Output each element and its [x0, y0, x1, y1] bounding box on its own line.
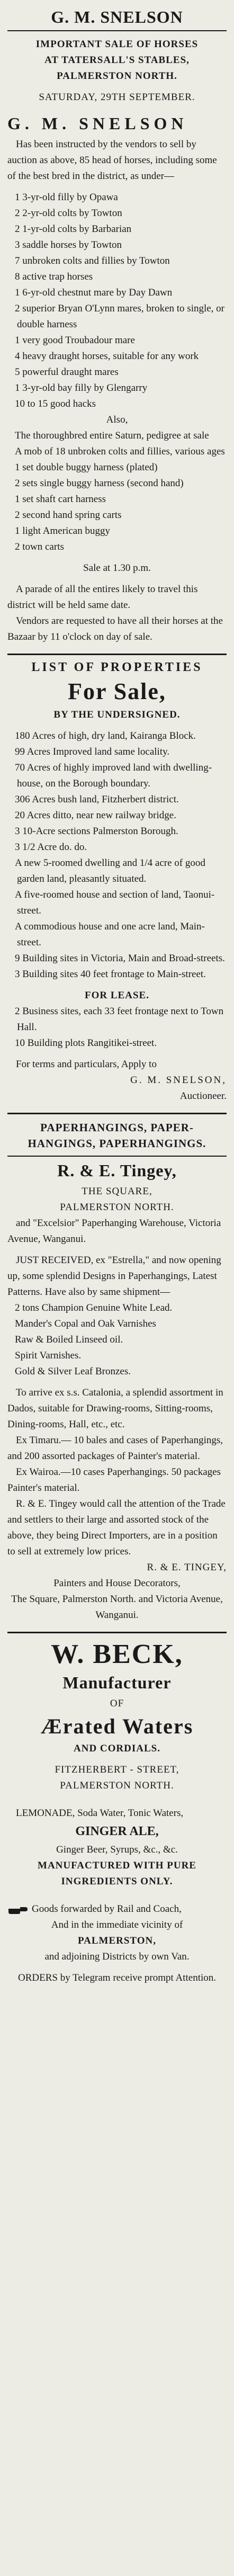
goods-forwarded-line	[7, 1901, 227, 1917]
horse-list	[7, 190, 227, 412]
sale-time: Sale at 1.30 p.m.	[83, 562, 151, 574]
title-line: AT TATERSALL'S STABLES,	[44, 55, 190, 66]
lease-list	[7, 1004, 227, 1051]
list-item: 9 Building sites in Victoria, Main and Broad-streets.	[15, 953, 225, 964]
divider	[7, 1156, 227, 1157]
list-item: 1 set double buggy harness (plated)	[15, 462, 158, 473]
particulars-text: For terms and particulars, Apply to	[16, 1059, 157, 1070]
ginger-beer-text: Ginger Beer, Syrups, &c., &c.	[56, 1844, 178, 1855]
signature-role: Auctioneer.	[179, 1090, 227, 1102]
vicinity-text: And in the immediate vicinity of	[51, 1919, 183, 1930]
list-item: 3 1/2 Acre do. do.	[15, 842, 87, 853]
manufactured-text: MANUFACTURED WITH PURE	[38, 1860, 196, 1871]
list-item: 2 tons Champion Genuine White Lead.	[15, 1302, 173, 1313]
list-item: 10 Building plots Rangitikei-street.	[15, 1037, 157, 1049]
list-item: A new 5-roomed dwelling and 1/4 acre of good garden land, pleasantly situated.	[15, 857, 205, 884]
for-sale-heading: For Sale,	[68, 678, 166, 704]
firm-name: R. & E. Tingey,	[57, 1161, 177, 1180]
received-text: JUST RECEIVED, ex "Estrella," and now opening up, some splendid Designs in Paperhangings, Latest Patterns. Have also by same shipment—	[7, 1255, 221, 1298]
vendors-text: Vendors are requested to have all their horses at the Bazaar by 11 o'clock on day of sale.	[7, 615, 223, 642]
banner: PAPERHANGINGS, PAPER-HANGINGS, PAPERHANGINGS.	[28, 1121, 206, 1150]
sale-date: SATURDAY, 29TH SEPTEMBER.	[39, 92, 195, 103]
list-item: 99 Acres Improved land same locality.	[15, 746, 170, 757]
also-heading: Also,	[106, 414, 128, 425]
divider	[7, 1632, 227, 1633]
aerated-waters-ad	[7, 1639, 227, 1986]
auctioneer-name: G. M. SNELSON	[7, 114, 188, 133]
ingredients-text: INGREDIENTS ONLY.	[61, 1876, 173, 1887]
list-item: A five-roomed house and section of land, Taonui-street.	[15, 889, 215, 916]
list-item: Spirit Varnishes.	[15, 1350, 82, 1361]
list-item: Mander's Copal and Oak Varnishes	[15, 1318, 156, 1329]
title-line: IMPORTANT SALE OF HORSES	[35, 39, 199, 50]
list-item: 1 3-yr-old filly by Opawa	[15, 192, 118, 203]
list-item: 1 very good Troubadour mare	[15, 335, 135, 346]
by-undersigned: BY THE UNDERSIGNED.	[53, 709, 181, 720]
list-item: 70 Acres of highly improved land with dwelling-house, on the Borough boundary.	[15, 762, 212, 789]
districts-text: and adjoining Districts by own Van.	[44, 1951, 190, 1962]
signature-role: Painters and House Decorators,	[53, 1578, 181, 1589]
wairoa-text: Ex Wairoa.—10 cases Paperhangings. 50 packages Painter's material.	[7, 1466, 221, 1493]
horse-sale-ad	[7, 7, 227, 645]
firm-square: THE SQUARE,	[82, 1186, 152, 1197]
divider	[7, 30, 227, 31]
palmerston-text: PALMERSTON,	[77, 1935, 157, 1946]
title-line: PALMERSTON NORTH.	[57, 70, 177, 82]
timaru-text: Ex Timaru.— 10 bales and cases of Paperhangings, and 200 assorted packages of Painter's material.	[7, 1435, 223, 1462]
list-item: Raw & Boiled Linseed oil.	[15, 1334, 123, 1345]
list-item: 5 powerful draught mares	[15, 366, 119, 378]
list-item: 20 Acres ditto, near new railway bridge.	[15, 810, 176, 821]
list-item: 2 2-yr-old colts by Towton	[15, 208, 122, 219]
for-lease-heading: FOR LEASE.	[85, 990, 149, 1001]
list-item: 2 second hand spring carts	[15, 509, 122, 521]
also-list	[7, 428, 227, 555]
list-item: 1 6-yr-old chestnut mare by Day Dawn	[15, 287, 173, 298]
call-text: R. & E. Tingey would call the attention of the Trade and settlers to their large and assorted stock of the above, they being Direct Importers, are in a position to sell at extremely low prices.	[7, 1498, 226, 1557]
intro-text: Has been instructed by the vendors to sell by auction as above, 85 head of horses, including some of the best bred in the district, as under—	[7, 139, 217, 182]
signature: G. M. SNELSON,	[130, 1075, 227, 1086]
list-header: LIST OF PROPERTIES	[31, 660, 203, 674]
goods-forwarded-text: Goods forwarded by Rail and Coach,	[32, 1903, 182, 1915]
excelsior-text: and "Excelsior" Paperhanging Warehouse, Victoria Avenue, Wanganui.	[7, 1218, 221, 1245]
list-item: 1 set shaft cart harness	[15, 494, 106, 505]
signature: R. & E. TINGEY,	[147, 1562, 227, 1573]
list-item: 3 10-Acre sections Palmerston Borough.	[15, 826, 178, 837]
list-item: 8 active trap horses	[15, 271, 93, 282]
list-item: A commodious house and one acre land, Main-street.	[15, 921, 205, 948]
list-item: 3 saddle horses by Towton	[15, 239, 122, 251]
manufacturer: Manufacturer	[62, 1673, 172, 1692]
sale-title	[7, 37, 227, 84]
list-item: 2 sets single buggy harness (second hand)	[15, 478, 184, 489]
list-item: 306 Acres bush land, Fitzherbert district.	[15, 794, 179, 805]
orders-text: ORDERS by Telegram receive prompt Attention.	[17, 1972, 217, 1983]
street: FITZHERBERT - STREET,	[55, 1764, 179, 1775]
list-item: 1 3-yr-old bay filly by Glengarry	[15, 382, 148, 393]
list-item: Gold & Silver Leaf Bronzes.	[15, 1366, 131, 1377]
list-item: 2 1-yr-old colts by Barbarian	[15, 223, 132, 235]
firm-town: PALMERSTON NORTH.	[60, 1202, 174, 1213]
arrive-text: To arrive ex s.s. Catalonia, a splendid assortment in Dados, suitable for Drawing-rooms, Sitting-rooms, Dining-rooms, Hall, etc., etc.	[7, 1387, 223, 1430]
list-item: 180 Acres of high, dry land, Kairanga Block.	[15, 730, 196, 741]
goods-list	[7, 1300, 227, 1380]
list-item: 7 unbroken colts and fillies by Towton	[15, 255, 170, 266]
divider	[7, 1113, 227, 1114]
parade-text: A parade of all the entires likely to travel this district will be held same date.	[7, 584, 198, 611]
list-item: 1 light American buggy	[15, 525, 110, 536]
cordials: AND CORDIALS.	[74, 1743, 160, 1754]
lemonade-text: LEMONADE, Soda Water, Tonic Waters,	[16, 1808, 184, 1819]
ginger-ale: GINGER ALE,	[75, 1824, 159, 1838]
list-item: The thoroughbred entire Saturn, pedigree at sale	[15, 430, 209, 441]
town: PALMERSTON NORTH.	[60, 1780, 174, 1791]
paperhangings-ad	[7, 1120, 227, 1623]
list-item: 2 superior Bryan O'Lynn mares, broken to single, or double harness	[15, 303, 225, 330]
list-item: 2 Business sites, each 33 feet frontage next to Town Hall.	[15, 1006, 224, 1033]
property-list	[7, 728, 227, 982]
aerated-waters: Ærated Waters	[40, 1714, 194, 1738]
list-item: 2 town carts	[15, 541, 64, 552]
list-item: 3 Building sites 40 feet frontage to Main-street.	[15, 969, 206, 980]
list-item: A mob of 18 unbroken colts and fillies, various ages	[15, 446, 225, 457]
properties-ad	[7, 660, 227, 1104]
pointing-hand-icon	[7, 1904, 29, 1915]
list-item: 10 to 15 good hacks	[15, 398, 96, 409]
signature-address: The Square, Palmerston North. and Victoria Avenue, Wanganui.	[11, 1594, 223, 1621]
beck-name: W. BECK,	[51, 1639, 183, 1669]
divider	[7, 654, 227, 655]
of-text: OF	[110, 1698, 124, 1709]
ad-header: G. M. SNELSON	[51, 7, 183, 26]
list-item: 4 heavy draught horses, suitable for any work	[15, 351, 199, 362]
